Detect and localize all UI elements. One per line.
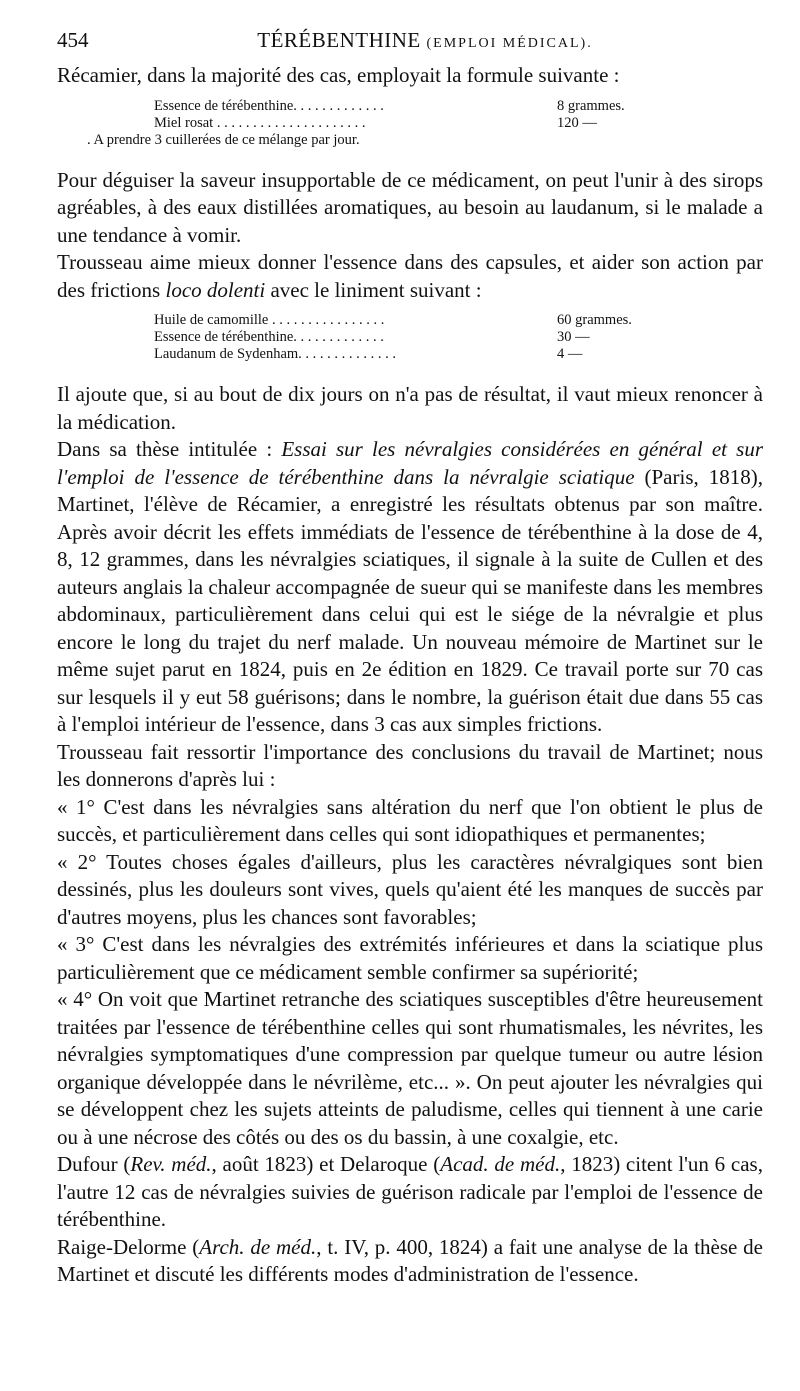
paragraph-9: « 3° C'est dans les névralgies des extrémités inférieures et dans la sciatique plus particulièrement que ce médicament semble confirmer sa supériorité; xyxy=(57,932,763,984)
paragraph-6: Trousseau fait ressortir l'importance des conclusions du travail de Martinet; nous les donnerons d'après lui : xyxy=(57,739,763,791)
italic-span: Essai sur les névralgies considérées en général et sur l'emploi de l'essence de térébenthine dans la névralgie sciatique xyxy=(57,437,763,489)
formula-quantity: 30 — xyxy=(557,329,590,345)
paragraph-7: « 1° C'est dans les névralgies sans altération du nerf que l'on obtient le plus de succès, et particulièrement dans celles qui sont idiopathiques et permanentes; xyxy=(57,794,763,846)
formula-row xyxy=(154,346,674,363)
formula-row xyxy=(154,312,674,329)
paragraph-3 xyxy=(57,249,763,304)
formula-note: . A prendre 3 cuillerées de ce mélange par jour. xyxy=(87,131,360,148)
text-span: Trousseau aime mieux donner l'essence dans des capsules, et aider son action par des frictions xyxy=(57,250,763,302)
text-span: (Paris, 1818), Martinet, l'élève de Récamier, a enregistré les résultats obtenus par son maître. Après avoir décrit les effets immédiats de l'essence de térébenthine à la dose de 4, 8, 12 grammes, dans les névralgies sciatiques, il signale à la suite de Cullen et des auteurs anglais la chaleur accompagnée de sueur qui se manifeste dans les membres abdominaux, particulièrement dans celui qui est le siége de la névralgie et plus encore le long du trajet du nerf malade. Un nouveau mémoire de Martinet sur le même sujet parut en 1824, puis en 2e édition en 1829. Ce travail porte sur 70 cas sur lesquels il y eut 58 guérisons; dans le nombre, la guérison était due dans 55 cas à l'emploi intérieur de l'essence, dans 3 cas aux simples frictions. xyxy=(57,464,763,736)
formula-ingredient: Essence de térébenthine. . . . . . . . . . . . . xyxy=(154,97,384,114)
formula-row xyxy=(154,115,674,132)
formula-quantity: 120 — xyxy=(557,114,597,131)
paragraph-12 xyxy=(57,1234,763,1289)
page-header xyxy=(57,28,763,62)
paragraph-11 xyxy=(57,1151,763,1234)
text-span: Raige-Delorme ( xyxy=(57,1234,200,1259)
formula-ingredient: Huile de camomille . . . . . . . . . . . . . . . . xyxy=(154,312,385,328)
formula-quantity: 60 grammes. xyxy=(557,312,632,328)
page-number: 454 xyxy=(57,28,89,52)
formula-ingredient: Miel rosat . . . . . . . . . . . . . . . . . . . . . xyxy=(154,114,366,131)
formula-ingredient: Laudanum de Sydenham. . . . . . . . . . . . . . xyxy=(154,346,397,362)
paragraph-4: Il ajoute que, si au bout de dix jours on n'a pas de résultat, il vaut mieux renoncer à la médication. xyxy=(57,382,763,434)
formula-quantity: 4 — xyxy=(557,346,583,362)
text-span: , août 1823) et Delaroque ( xyxy=(211,1152,441,1176)
text-span: , 1823) citent l'un 6 cas, l'autre 12 cas de névralgies suivies de guérison radicale par l'emploi de l'essence de térébenthine. xyxy=(57,1152,763,1231)
running-title-main: TÉRÉBENTHINE xyxy=(257,28,421,52)
italic-span: Acad. de méd. xyxy=(440,1152,561,1176)
running-title-sub: (EMPLOI MÉDICAL). xyxy=(426,36,593,51)
text-span: , t. IV, p. 400, 1824) a fait une analyse de la thèse de Martinet et discuté les différents modes d'administration de l'essence. xyxy=(57,1234,763,1286)
paragraph-1: Récamier, dans la majorité des cas, employait la formule suivante : xyxy=(57,63,620,87)
paragraph-8: « 2° Toutes choses égales d'ailleurs, plus les caractères névralgiques sont bien dessinés, plus les douleurs sont vives, quels qu'aient été les manques de succès par d'autres moyens, plus les chances sont favorables; xyxy=(57,849,763,929)
italic-span: Rev. méd. xyxy=(130,1152,212,1176)
paragraph-10: « 4° On voit que Martinet retranche des sciatiques susceptibles d'être heureusement traitées par l'essence de térébenthine celles qui sont rhumatismales, les névrites, les névralgies symptomatiques d'une compression par quelque tumeur ou autre lésion organique développée dans le névrilème, etc... ». On peut ajouter les névralgies qui se développent chez les sujets atteints de paludisme, celles qui tiennent à une carie ou à une nécrose des côtés ou des os du bassin, à une coxalgie, etc. xyxy=(57,987,763,1149)
text-span: avec le liniment suivant : xyxy=(265,277,482,302)
document-page xyxy=(57,28,763,1289)
italic-span: Arch. de méd. xyxy=(199,1234,317,1259)
formula-row xyxy=(154,329,674,346)
running-title xyxy=(147,28,763,53)
formula-ingredient: Essence de térébenthine. . . . . . . . . . . . . xyxy=(154,329,384,345)
paragraph-2: Pour déguiser la saveur insupportable de ce médicament, on peut l'unir à des sirops agréables, à des eaux distillées aromatiques, au besoin au laudanum, si le malade a une tendance à vomir. xyxy=(57,167,763,247)
formula-quantity: 8 grammes. xyxy=(557,97,625,114)
formula-liniment xyxy=(154,312,674,363)
italic-span: loco dolenti xyxy=(165,277,266,302)
text-span: Dufour ( xyxy=(57,1152,131,1176)
formula-row xyxy=(154,98,674,115)
text-span: Dans sa thèse intitulée : xyxy=(57,437,282,461)
paragraph-5 xyxy=(57,436,763,739)
formula-recamier xyxy=(154,98,674,132)
